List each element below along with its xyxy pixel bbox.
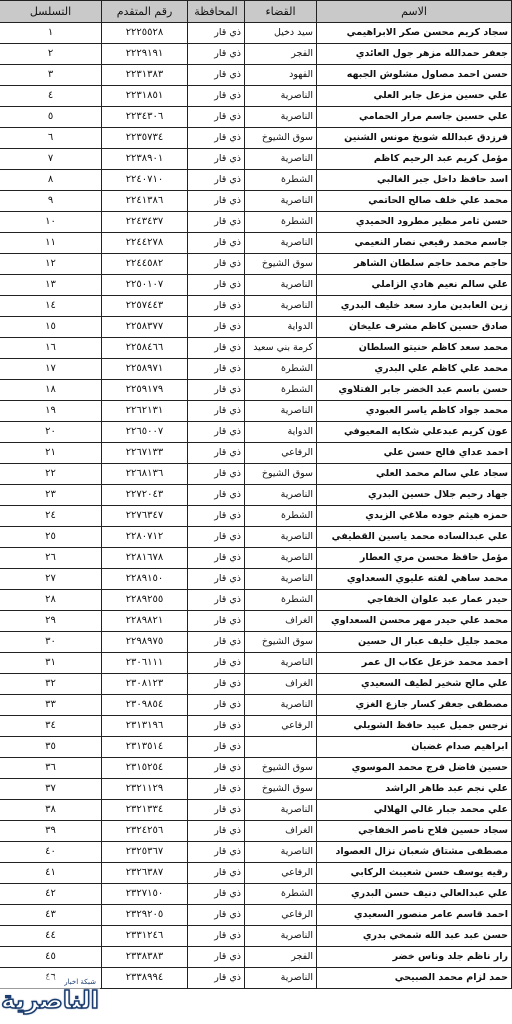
- cell-name: علي حسين مزعل جابر العلي: [317, 86, 512, 107]
- table-row: [0, 758, 512, 779]
- cell-applicant-number: ٢٢٣٥٧٣٤: [102, 128, 188, 149]
- table-row: [0, 611, 512, 632]
- cell-district: سوق الشيوخ: [245, 632, 317, 653]
- table-row: [0, 65, 512, 86]
- cell-sequence: ٢٤: [0, 506, 102, 527]
- table-row: [0, 380, 512, 401]
- cell-district: الشطرة: [245, 170, 317, 191]
- cell-name: صادق حسين كاظم مشرف عليخان: [317, 317, 512, 338]
- cell-governorate: ذي قار: [188, 191, 245, 212]
- cell-governorate: ذي قار: [188, 632, 245, 653]
- cell-governorate: ذي قار: [188, 254, 245, 275]
- table-row: [0, 863, 512, 884]
- cell-governorate: ذي قار: [188, 317, 245, 338]
- cell-sequence: ٣٧: [0, 779, 102, 800]
- cell-applicant-number: ٢٢٨٩١٥٠: [102, 569, 188, 590]
- cell-applicant-number: ٢٢٦٢١٣١: [102, 401, 188, 422]
- cell-name: فرزدق عبدالله شويخ مونس الشنين: [317, 128, 512, 149]
- cell-name: علي عبدالساده محمد ياسين القطيفي: [317, 527, 512, 548]
- cell-sequence: ٣٣: [0, 695, 102, 716]
- header-applicant-number: رقم المتقدم: [102, 1, 188, 23]
- cell-governorate: ذي قار: [188, 611, 245, 632]
- cell-sequence: ١٢: [0, 254, 102, 275]
- cell-governorate: ذي قار: [188, 569, 245, 590]
- cell-sequence: ٦: [0, 128, 102, 149]
- cell-governorate: ذي قار: [188, 65, 245, 86]
- cell-applicant-number: ٢٢٨١٦٧٨: [102, 548, 188, 569]
- cell-name: احمد عداي فالح حسن علي: [317, 443, 512, 464]
- cell-district: سوق الشيوخ: [245, 758, 317, 779]
- cell-district: الناصرية: [245, 149, 317, 170]
- cell-governorate: ذي قار: [188, 296, 245, 317]
- table-row: [0, 359, 512, 380]
- cell-district: الرفاعي: [245, 716, 317, 737]
- cell-applicant-number: ٢٣٢٩٢٠٥: [102, 905, 188, 926]
- table-row: [0, 548, 512, 569]
- cell-name: رقيه يوسف حسن شعيبث الركابي: [317, 863, 512, 884]
- header-district: القضاء: [245, 1, 317, 23]
- table-row: [0, 926, 512, 947]
- cell-applicant-number: ٢٢٣٨٩٠١: [102, 149, 188, 170]
- cell-district: الناصرية: [245, 800, 317, 821]
- table-row: [0, 149, 512, 170]
- cell-applicant-number: ٢٢٩٨٩٧٥: [102, 632, 188, 653]
- cell-sequence: ١٩: [0, 401, 102, 422]
- cell-sequence: ٩: [0, 191, 102, 212]
- cell-name: عون كريم عبدعلي شكايه المعيوفي: [317, 422, 512, 443]
- cell-applicant-number: ٢٢٣٤٣٠٦: [102, 107, 188, 128]
- cell-sequence: ٣٢: [0, 674, 102, 695]
- cell-sequence: ٢٢: [0, 464, 102, 485]
- cell-district: سيد دخيل: [245, 23, 317, 44]
- cell-applicant-number: ٢٢٤٠٧١٠: [102, 170, 188, 191]
- cell-district: [245, 737, 317, 758]
- cell-governorate: ذي قار: [188, 23, 245, 44]
- cell-applicant-number: ٢٢٤١٣٨٦: [102, 191, 188, 212]
- cell-sequence: ٣١: [0, 653, 102, 674]
- cell-sequence: ١: [0, 23, 102, 44]
- cell-name: زين العابدين مارد سعد خليف البدري: [317, 296, 512, 317]
- table-row: [0, 506, 512, 527]
- header-sequence: التسلسل: [0, 1, 102, 23]
- cell-applicant-number: ٢٢٥٨٩٧١: [102, 359, 188, 380]
- cell-district: الفجر: [245, 44, 317, 65]
- cell-district: الرفاعي: [245, 443, 317, 464]
- cell-name: رار ناظم جلد وناس خضر: [317, 947, 512, 968]
- cell-district: الناصرية: [245, 191, 317, 212]
- cell-applicant-number: ٢٢٢٥٥٢٨: [102, 23, 188, 44]
- cell-name: محمد جواد كاظم ياسر العبودي: [317, 401, 512, 422]
- cell-governorate: ذي قار: [188, 779, 245, 800]
- cell-district: الغراف: [245, 821, 317, 842]
- cell-governorate: ذي قار: [188, 821, 245, 842]
- cell-governorate: ذي قار: [188, 107, 245, 128]
- cell-name: حسين فاضل فرج محمد الموسوي: [317, 758, 512, 779]
- cell-name: محمد ساهي لفته عليوي السعداوي: [317, 569, 512, 590]
- table-row: [0, 401, 512, 422]
- table-row: [0, 170, 512, 191]
- cell-applicant-number: ٢٢٨٠٧١٢: [102, 527, 188, 548]
- cell-name: حيدر عمار عبد علوان الخفاجي: [317, 590, 512, 611]
- cell-governorate: ذي قار: [188, 527, 245, 548]
- watermark-small-text: شبكة اخبار: [64, 978, 96, 986]
- table-header-row: [0, 1, 512, 23]
- cell-sequence: ٤٥: [0, 947, 102, 968]
- cell-applicant-number: ٢٢٣١٨٥١: [102, 86, 188, 107]
- cell-applicant-number: ٢٣٢٧١٥٠: [102, 884, 188, 905]
- cell-applicant-number: ٢٢٨٩٨٢١: [102, 611, 188, 632]
- cell-name: علي محمد جبار غالي الهلالي: [317, 800, 512, 821]
- cell-applicant-number: ٢٣٠٩٨٥٤: [102, 695, 188, 716]
- cell-applicant-number: ٢٣١٥٢٥٤: [102, 758, 188, 779]
- watermark-logo-text: الناصرية: [1, 986, 99, 1014]
- cell-governorate: ذي قار: [188, 170, 245, 191]
- cell-governorate: ذي قار: [188, 128, 245, 149]
- table-row: [0, 338, 512, 359]
- table-row: [0, 107, 512, 128]
- table-row: [0, 632, 512, 653]
- cell-name: سجاد كريم محسن صكر الابراهيمي: [317, 23, 512, 44]
- cell-name: احمد محمد خزعل عكاب ال عمر: [317, 653, 512, 674]
- cell-district: الرفاعي: [245, 905, 317, 926]
- cell-governorate: ذي قار: [188, 800, 245, 821]
- cell-applicant-number: ٢٣٣٨٣٨٣: [102, 947, 188, 968]
- cell-governorate: ذي قار: [188, 401, 245, 422]
- cell-name: نرجس جميل عبيد حافظ الشويلي: [317, 716, 512, 737]
- cell-district: الشطرة: [245, 380, 317, 401]
- cell-name: ابراهيم صدام غضبان: [317, 737, 512, 758]
- cell-sequence: ٢٣: [0, 485, 102, 506]
- cell-governorate: ذي قار: [188, 842, 245, 863]
- cell-governorate: ذي قار: [188, 149, 245, 170]
- cell-governorate: ذي قار: [188, 443, 245, 464]
- cell-applicant-number: ٢٢٥٨٤٦٦: [102, 338, 188, 359]
- cell-sequence: ٣٨: [0, 800, 102, 821]
- cell-name: حمزه هيثم جوده ملاغي الزيدي: [317, 506, 512, 527]
- cell-governorate: ذي قار: [188, 422, 245, 443]
- table-row: [0, 842, 512, 863]
- cell-name: مؤمل حافظ محسن مري العطار: [317, 548, 512, 569]
- cell-sequence: ١٥: [0, 317, 102, 338]
- cell-district: الشطرة: [245, 590, 317, 611]
- table-body: [0, 23, 512, 989]
- cell-name: مؤمل كريم عبد الرحيم كاظم: [317, 149, 512, 170]
- cell-district: الناصرية: [245, 695, 317, 716]
- cell-district: الناصرية: [245, 401, 317, 422]
- cell-governorate: ذي قار: [188, 947, 245, 968]
- cell-applicant-number: ٢٣٢٥٣٦٧: [102, 842, 188, 863]
- cell-sequence: ٢٥: [0, 527, 102, 548]
- cell-applicant-number: ٢٣٢١٣٣٤: [102, 800, 188, 821]
- table-row: [0, 275, 512, 296]
- cell-district: الشطرة: [245, 506, 317, 527]
- table-row: [0, 821, 512, 842]
- cell-sequence: ٤٠: [0, 842, 102, 863]
- table-row: [0, 653, 512, 674]
- table-row: [0, 233, 512, 254]
- cell-governorate: ذي قار: [188, 716, 245, 737]
- table-row: [0, 23, 512, 44]
- table-row: [0, 44, 512, 65]
- cell-applicant-number: ٢٣٢٤٢٥٦: [102, 821, 188, 842]
- cell-governorate: ذي قار: [188, 44, 245, 65]
- cell-sequence: ٣: [0, 65, 102, 86]
- table-row: [0, 674, 512, 695]
- cell-name: جهاد رحيم جلال حسين البدري: [317, 485, 512, 506]
- cell-applicant-number: ٢٣١٣٥١٤: [102, 737, 188, 758]
- cell-district: الناصرية: [245, 275, 317, 296]
- cell-sequence: ٤: [0, 86, 102, 107]
- cell-name: حسن باسم عبد الخضر جابر الفتلاوي: [317, 380, 512, 401]
- cell-name: جاسم محمد رفيعي نصار النعيمي: [317, 233, 512, 254]
- cell-governorate: ذي قار: [188, 695, 245, 716]
- site-watermark-logo: [0, 976, 100, 1024]
- cell-applicant-number: ٢٣٢١١٢٩: [102, 779, 188, 800]
- table-row: [0, 422, 512, 443]
- cell-governorate: ذي قار: [188, 485, 245, 506]
- cell-applicant-number: ٢٢٣١٣٨٣: [102, 65, 188, 86]
- table-row: [0, 716, 512, 737]
- cell-applicant-number: ٢٢٧٢٠٤٣: [102, 485, 188, 506]
- cell-governorate: ذي قار: [188, 338, 245, 359]
- header-name: الاسم: [317, 1, 512, 23]
- cell-sequence: ٣٦: [0, 758, 102, 779]
- cell-sequence: ٢٨: [0, 590, 102, 611]
- cell-district: الشطرة: [245, 359, 317, 380]
- cell-district: سوق الشيوخ: [245, 128, 317, 149]
- cell-sequence: ١١: [0, 233, 102, 254]
- cell-sequence: ٢٦: [0, 548, 102, 569]
- cell-sequence: ٤١: [0, 863, 102, 884]
- cell-name: حسن ثامر مطير مطرود الحميدي: [317, 212, 512, 233]
- table-row: [0, 737, 512, 758]
- cell-sequence: ٢٠: [0, 422, 102, 443]
- cell-district: سوق الشيوخ: [245, 464, 317, 485]
- cell-applicant-number: ٢٢٦٧١٣٣: [102, 443, 188, 464]
- cell-sequence: ٤٢: [0, 884, 102, 905]
- cell-sequence: ٤٤: [0, 926, 102, 947]
- cell-name: مصطفى مشتاق شعبان نزال العصواد: [317, 842, 512, 863]
- cell-governorate: ذي قار: [188, 737, 245, 758]
- cell-name: محمد جليل خليف عبار ال حسين: [317, 632, 512, 653]
- cell-district: الناصرية: [245, 842, 317, 863]
- cell-district: الناصرية: [245, 233, 317, 254]
- cell-sequence: ٣٠: [0, 632, 102, 653]
- cell-governorate: ذي قار: [188, 359, 245, 380]
- cell-name: محمد علي حيدر مهر محسن السعداوي: [317, 611, 512, 632]
- table-row: [0, 527, 512, 548]
- cell-governorate: ذي قار: [188, 884, 245, 905]
- cell-district: الناصرية: [245, 86, 317, 107]
- table-row: [0, 317, 512, 338]
- cell-name: حاجم محمد حاجم سلطان الشاهر: [317, 254, 512, 275]
- cell-district: الغراف: [245, 674, 317, 695]
- cell-district: الناصرية: [245, 296, 317, 317]
- cell-district: الناصرية: [245, 107, 317, 128]
- table-row: [0, 443, 512, 464]
- cell-name: محمد علي كاظم علي البدري: [317, 359, 512, 380]
- cell-sequence: ٥: [0, 107, 102, 128]
- cell-sequence: ٨: [0, 170, 102, 191]
- cell-governorate: ذي قار: [188, 968, 245, 989]
- cell-district: الناصرية: [245, 968, 317, 989]
- table-row: [0, 86, 512, 107]
- cell-district: الغراف: [245, 611, 317, 632]
- cell-name: جعفر حمدالله مزهر جول العائدي: [317, 44, 512, 65]
- table-row: [0, 212, 512, 233]
- table-row: [0, 569, 512, 590]
- cell-applicant-number: ٢٢٥٨٣٧٧: [102, 317, 188, 338]
- cell-sequence: ١٠: [0, 212, 102, 233]
- cell-name: حسن عبد عبد الله شمخي بدري: [317, 926, 512, 947]
- cell-governorate: ذي قار: [188, 86, 245, 107]
- cell-governorate: ذي قار: [188, 758, 245, 779]
- cell-applicant-number: ٢٢٥٧٤٤٣: [102, 296, 188, 317]
- cell-governorate: ذي قار: [188, 653, 245, 674]
- cell-applicant-number: ٢٢٦٨١٣٦: [102, 464, 188, 485]
- cell-name: محمد علي خلف صالح الحاتمي: [317, 191, 512, 212]
- cell-governorate: ذي قار: [188, 905, 245, 926]
- cell-governorate: ذي قار: [188, 233, 245, 254]
- cell-applicant-number: ٢٢٤٤٢٧٨: [102, 233, 188, 254]
- cell-name: علي نجم عبد طاهر الراشد: [317, 779, 512, 800]
- cell-applicant-number: ٢٢٥٩١٧٩: [102, 380, 188, 401]
- cell-district: الناصرية: [245, 926, 317, 947]
- cell-district: الناصرية: [245, 653, 317, 674]
- cell-applicant-number: ٢٢٤٣٤٣٧: [102, 212, 188, 233]
- cell-sequence: ٢١: [0, 443, 102, 464]
- cell-governorate: ذي قار: [188, 275, 245, 296]
- cell-applicant-number: ٢٢٨٩٢٥٥: [102, 590, 188, 611]
- cell-district: الناصرية: [245, 527, 317, 548]
- cell-name: حسن احمد مصاول مشلوش الجبهه: [317, 65, 512, 86]
- cell-name: محمد سعد كاظم حنيتو السلطان: [317, 338, 512, 359]
- cell-name: مصطفى جعفر كسار جازع الغزي: [317, 695, 512, 716]
- cell-sequence: ١٤: [0, 296, 102, 317]
- cell-name: علي سالم نعيم هادي الزاملي: [317, 275, 512, 296]
- cell-governorate: ذي قار: [188, 212, 245, 233]
- cell-sequence: ٢: [0, 44, 102, 65]
- table-row: [0, 191, 512, 212]
- cell-applicant-number: ٢٣٢٦٣٨٧: [102, 863, 188, 884]
- cell-district: الشطرة: [245, 212, 317, 233]
- cell-governorate: ذي قار: [188, 380, 245, 401]
- cell-sequence: ١٦: [0, 338, 102, 359]
- cell-district: الناصرية: [245, 485, 317, 506]
- cell-district: الرفاعي: [245, 863, 317, 884]
- cell-district: سوق الشيوخ: [245, 779, 317, 800]
- cell-applicant-number: ٢٣٣١٢٤٦: [102, 926, 188, 947]
- table-row: [0, 905, 512, 926]
- cell-applicant-number: ٢٢٧٦٣٤٧: [102, 506, 188, 527]
- cell-name: سجاد علي سالم محمد العلي: [317, 464, 512, 485]
- cell-district: الشطرة: [245, 884, 317, 905]
- cell-district: الدواية: [245, 317, 317, 338]
- cell-name: سجاد حسين فلاح ناصر الخفاجي: [317, 821, 512, 842]
- cell-sequence: ٧: [0, 149, 102, 170]
- cell-sequence: ٣٥: [0, 737, 102, 758]
- cell-governorate: ذي قار: [188, 464, 245, 485]
- cell-sequence: ٢٩: [0, 611, 102, 632]
- cell-governorate: ذي قار: [188, 548, 245, 569]
- table-row: [0, 254, 512, 275]
- cell-name: علي عبدالعالي دنيف حسن البدري: [317, 884, 512, 905]
- cell-sequence: ٣٩: [0, 821, 102, 842]
- cell-district: الفجر: [245, 947, 317, 968]
- cell-applicant-number: ٢٣٣٨٩٩٤: [102, 968, 188, 989]
- cell-district: الفهود: [245, 65, 317, 86]
- cell-sequence: ٤٣: [0, 905, 102, 926]
- cell-applicant-number: ٢٣١٣١٩٦: [102, 716, 188, 737]
- table-row: [0, 884, 512, 905]
- table-row: [0, 296, 512, 317]
- table-row: [0, 695, 512, 716]
- cell-sequence: ٢٧: [0, 569, 102, 590]
- cell-applicant-number: ٢٣٠٨١٢٣: [102, 674, 188, 695]
- cell-applicant-number: ٢٢٤٤٥٨٢: [102, 254, 188, 275]
- cell-applicant-number: ٢٢٦٥٠٠٧: [102, 422, 188, 443]
- cell-sequence: ٣٤: [0, 716, 102, 737]
- table-row: [0, 947, 512, 968]
- cell-district: الناصرية: [245, 548, 317, 569]
- cell-governorate: ذي قار: [188, 926, 245, 947]
- table-row: [0, 485, 512, 506]
- cell-applicant-number: ٢٢٥٠١٠٧: [102, 275, 188, 296]
- cell-governorate: ذي قار: [188, 590, 245, 611]
- table-row: [0, 590, 512, 611]
- cell-sequence: ١٣: [0, 275, 102, 296]
- cell-governorate: ذي قار: [188, 506, 245, 527]
- cell-district: كرمة بني سعيد: [245, 338, 317, 359]
- cell-district: الدواية: [245, 422, 317, 443]
- cell-name: اسد حافظ داخل جبر الغالبي: [317, 170, 512, 191]
- cell-name: علي مالح شخير لطيف السعيدي: [317, 674, 512, 695]
- cell-governorate: ذي قار: [188, 863, 245, 884]
- table-row: [0, 128, 512, 149]
- cell-name: احمد قاسم عامر منصور السعيدي: [317, 905, 512, 926]
- cell-sequence: ١٨: [0, 380, 102, 401]
- cell-applicant-number: ٢٣٠٦١١١: [102, 653, 188, 674]
- cell-name: حمد لزام محمد الصبيحي: [317, 968, 512, 989]
- cell-district: الناصرية: [245, 569, 317, 590]
- table-row: [0, 779, 512, 800]
- cell-sequence: ١٧: [0, 359, 102, 380]
- table-row: [0, 800, 512, 821]
- table-row: [0, 464, 512, 485]
- cell-applicant-number: ٢٢٢٩١٩١: [102, 44, 188, 65]
- cell-governorate: ذي قار: [188, 674, 245, 695]
- cell-district: سوق الشيوخ: [245, 254, 317, 275]
- header-governorate: المحافظة: [188, 1, 245, 23]
- cell-name: علي حسين جاسم مرار الحمامي: [317, 107, 512, 128]
